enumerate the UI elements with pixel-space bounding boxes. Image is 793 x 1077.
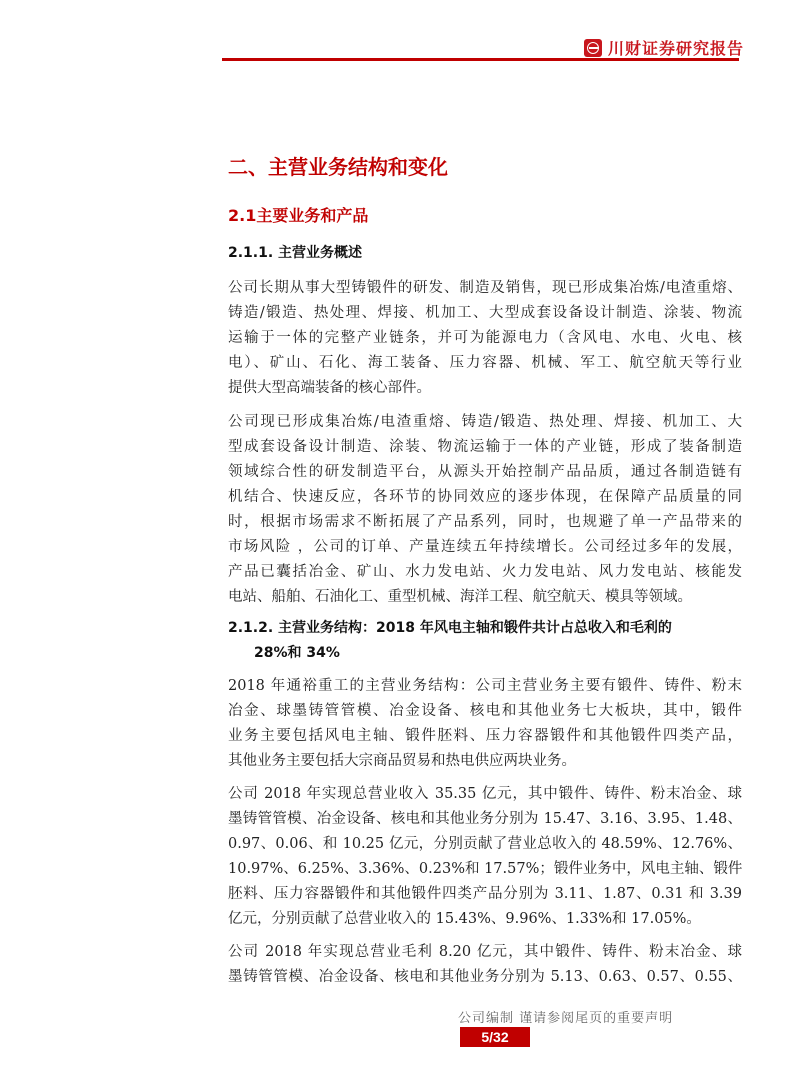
heading-2-1-2: [228, 616, 672, 666]
paragraph-overview-2: [228, 410, 742, 610]
brand-name: 川财证券研究报告: [608, 39, 745, 58]
heading-line-2: 28%和 34%: [254, 645, 340, 661]
text-line: 电站、船舶、石油化工、重型机械、海洋工程、航空航天、模具等领域。: [228, 589, 692, 605]
page-number: 5/32: [460, 1027, 530, 1047]
text-line: 0.97、0.06、和 10.25 亿元，分别贡献了营业总收入的 48.59%、12.76%、: [228, 836, 742, 852]
text-line: 机结合、快速反应，各环节的协同效应的逐步体现，在保障产品质量的同: [228, 489, 742, 505]
text-line: 电）、矿山、石化、海工装备、压力容器、机械、军工、航空航天等行业: [228, 355, 742, 371]
paragraph-gross-profit: [228, 940, 742, 990]
paragraph-structure: [228, 674, 742, 774]
brand-logo-icon: [584, 39, 602, 57]
text-line: 铸造/锻造、热处理、焊接、机加工、大型成套设备设计制造、涂装、物流: [228, 305, 742, 321]
text-line: 其他业务主要包括大宗商品贸易和热电供应两块业务。: [228, 753, 576, 769]
text-line: 产品已囊括冶金、矿山、水力发电站、火力发电站、风力发电站、核能发: [228, 564, 742, 580]
section-title: 二、主营业务结构和变化: [228, 155, 448, 179]
paragraph-revenue: [228, 782, 742, 932]
text-line: 公司现已形成集冶炼/电渣重熔、铸造/锻造、热处理、焊接、机加工、大: [228, 414, 742, 430]
header-brand: [584, 36, 744, 59]
text-line: 公司 2018 年实现总营业收入 35.35 亿元，其中锻件、铸件、粉末冶金、球: [228, 786, 742, 802]
heading-2-1-1: 2.1.1. 主营业务概述: [228, 245, 363, 261]
heading-line-1: 2.1.2. 主营业务结构：2018 年风电主轴和锻件共计占总收入和毛利的: [228, 620, 672, 636]
text-line: 10.97%、6.25%、3.36%、0.23%和 17.57%；锻件业务中，风电主轴、锻件: [228, 861, 743, 877]
paragraph-overview-1: [228, 276, 742, 401]
text-line: 领域综合性的研发制造平台，从源头开始控制产品品质，通过各制造链有: [228, 464, 742, 480]
text-line: 2018 年通裕重工的主营业务结构：公司主营业务主要有锻件、铸件、粉末: [228, 678, 742, 694]
text-line: 市场风险 ，公司的订单、产量连续五年持续增长。公司经过多年的发展，: [228, 539, 742, 555]
subsection-title: 2.1主要业务和产品: [228, 206, 369, 225]
text-line: 墨铸管管模、冶金设备、核电和其他业务分别为 5.13、0.63、0.57、0.55、: [228, 969, 742, 985]
text-line: 亿元，分别贡献了总营业收入的 15.43%、9.96%、1.33%和 17.05%。: [228, 911, 701, 927]
text-line: 运输于一体的完整产业链条，并可为能源电力（含风电、水电、火电、核: [228, 330, 742, 346]
footer-disclaimer: 公司编制 谨请参阅尾页的重要声明: [458, 1011, 674, 1026]
text-line: 型成套设备设计制造、涂装、物流运输于一体的产业链，形成了装备制造: [228, 439, 742, 455]
text-line: 时，根据市场需求不断拓展了产品系列，同时，也规避了单一产品带来的: [228, 514, 742, 530]
text-line: 业务主要包括风电主轴、锻件胚料、压力容器锻件和其他锻件四类产品，: [228, 728, 742, 744]
text-line: 冶金、球墨铸管管模、冶金设备、核电和其他业务七大板块，其中，锻件: [228, 703, 742, 719]
text-line: 公司长期从事大型铸锻件的研发、制造及销售，现已形成集冶炼/电渣重熔、: [228, 280, 742, 296]
text-line: 胚料、压力容器锻件和其他锻件四类产品分别为 3.11、1.87、0.31 和 3.39: [228, 886, 742, 902]
text-line: 墨铸管管模、冶金设备、核电和其他业务分别为 15.47、3.16、3.95、1.48、: [228, 811, 742, 827]
text-line: 提供大型高端装备的核心部件。: [228, 380, 431, 396]
text-line: 公司 2018 年实现总营业毛利 8.20 亿元，其中锻件、铸件、粉末冶金、球: [228, 944, 742, 960]
header-divider: [222, 58, 739, 61]
